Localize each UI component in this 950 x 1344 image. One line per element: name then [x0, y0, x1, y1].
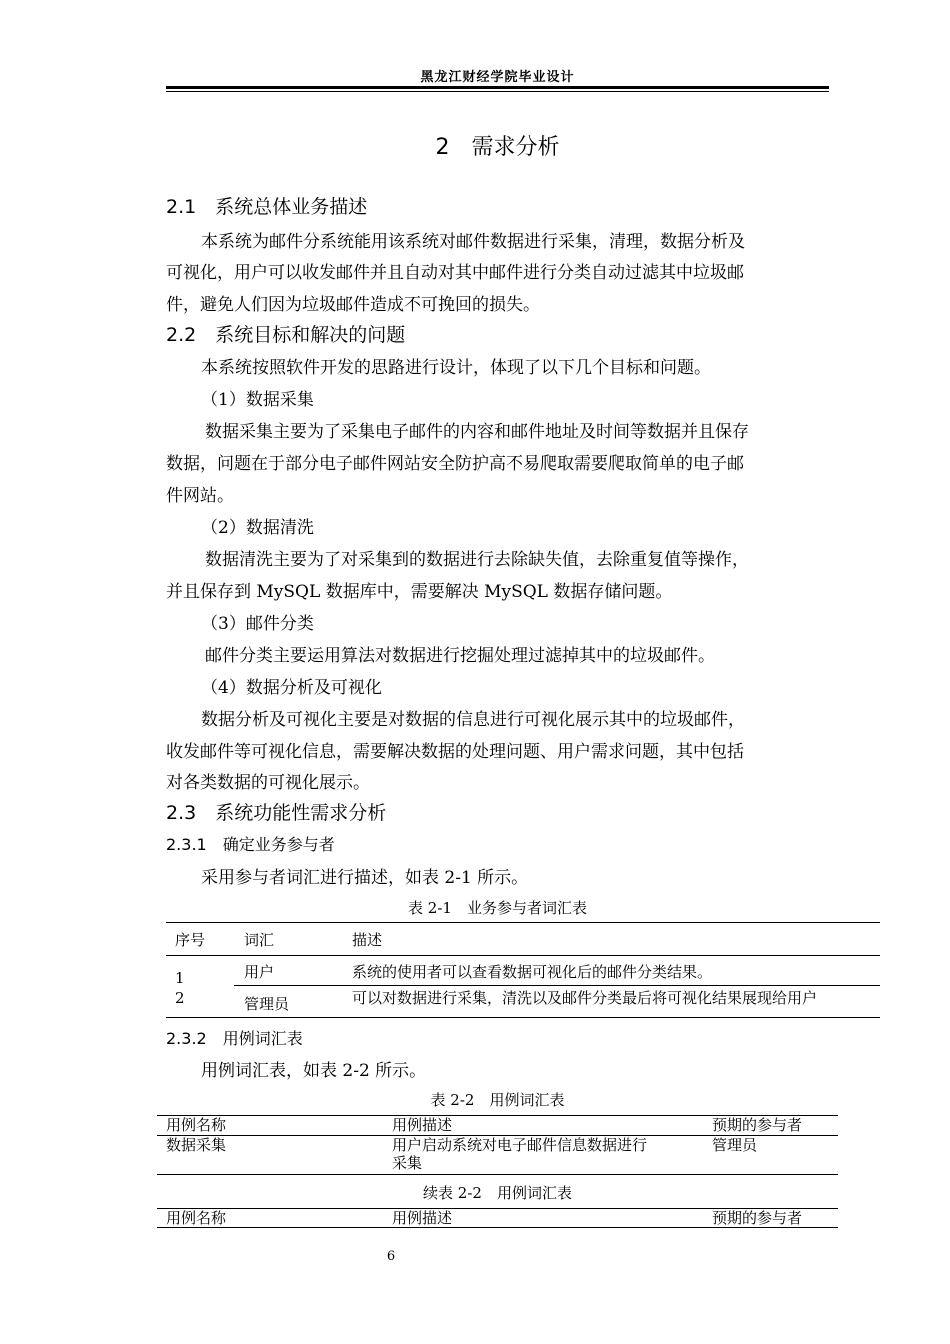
paragraph-line: 对各类数据的可视化展示。	[166, 773, 370, 793]
paragraph-line: 采用参与者词汇进行描述，如表 2-1 所示。	[201, 868, 529, 888]
table-header-cell: 预期的参与者	[712, 1116, 803, 1134]
item-title-data-analysis: （4）数据分析及可视化	[201, 678, 382, 698]
table-header-cell: 用例描述	[392, 1209, 453, 1227]
paragraph-line: 数据分析及可视化主要是对数据的信息进行可视化展示其中的垃圾邮件，	[201, 710, 745, 730]
paragraph-line: 数据采集主要为了采集电子邮件的内容和邮件地址及时间等数据并且保存	[205, 422, 749, 442]
table-rule	[234, 985, 880, 986]
document-header-title: 黑龙江财经学院毕业设计	[420, 70, 575, 85]
table-cell-desc: 系统的使用者可以查看数据可视化后的邮件分类结果。	[352, 963, 713, 981]
section-2-1-heading: 2.1 系统总体业务描述	[166, 196, 368, 218]
header-rule-thick	[166, 86, 829, 89]
paragraph-line: 用例词汇表，如表 2-2 所示。	[201, 1061, 427, 1081]
table-header-cell: 用例描述	[392, 1116, 453, 1134]
section-2-3-1-heading: 2.3.1 确定业务参与者	[166, 835, 335, 854]
table-rule	[157, 1174, 838, 1175]
table-2-1-caption: 表 2-1 业务参与者词汇表	[408, 899, 587, 917]
table-2-2-continued-caption: 续表 2-2 用例词汇表	[423, 1184, 572, 1202]
table-cell-no: 2	[175, 989, 185, 1007]
table-2-2-caption: 表 2-2 用例词汇表	[430, 1091, 565, 1109]
table-rule	[166, 1017, 880, 1018]
paragraph-line: 数据清洗主要为了对采集到的数据进行去除缺失值，去除重复值等操作，	[205, 550, 749, 570]
paragraph-line: 收发邮件等可视化信息，需要解决数据的处理问题、用户需求问题，其中包括	[166, 742, 744, 762]
table-cell-actor: 管理员	[712, 1136, 758, 1154]
table-header-cell: 用例名称	[166, 1209, 227, 1227]
table-header-cell: 描述	[352, 931, 383, 949]
table-cell-desc: 采集	[392, 1154, 423, 1172]
paragraph-line: 本系统按照软件开发的思路进行设计，体现了以下几个目标和问题。	[201, 358, 711, 378]
item-title-data-cleaning: （2）数据清洗	[201, 518, 314, 538]
table-rule	[166, 955, 880, 956]
paragraph-line: 数据，问题在于部分电子邮件网站安全防护高不易爬取需要爬取简单的电子邮	[166, 454, 744, 474]
item-title-mail-classification: （3）邮件分类	[201, 614, 314, 634]
table-cell-term: 管理员	[244, 995, 290, 1013]
header-rule-thin	[166, 91, 829, 92]
paragraph-line: 邮件分类主要运用算法对数据进行挖掘处理过滤掉其中的垃圾邮件。	[205, 646, 715, 666]
paragraph-line: 本系统为邮件分系统能用该系统对邮件数据进行采集，清理，数据分析及	[201, 232, 745, 252]
paragraph-line: 并且保存到 MySQL 数据库中，需要解决 MySQL 数据存储问题。	[166, 582, 673, 602]
section-2-3-2-heading: 2.3.2 用例词汇表	[166, 1029, 303, 1048]
table-header-cell: 序号	[175, 931, 206, 949]
paragraph-line: 件，避免人们因为垃圾邮件造成不可挽回的损失。	[166, 295, 540, 315]
chapter-title: 2 需求分析	[435, 135, 560, 160]
table-header-cell: 用例名称	[166, 1116, 227, 1134]
table-cell-term: 用户	[244, 963, 275, 981]
paragraph-line: 件网站。	[166, 486, 234, 506]
table-cell-no: 1	[175, 969, 185, 987]
section-2-3-heading: 2.3 系统功能性需求分析	[166, 802, 387, 824]
table-header-cell: 预期的参与者	[712, 1209, 803, 1227]
page-number: 6	[386, 1249, 396, 1264]
section-2-2-heading: 2.2 系统目标和解决的问题	[166, 324, 406, 346]
table-rule	[166, 922, 880, 923]
table-rule	[157, 1227, 838, 1228]
table-header-cell: 词汇	[244, 931, 275, 949]
table-cell-desc: 可以对数据进行采集，清洗以及邮件分类最后将可视化结果展现给用户	[352, 989, 818, 1007]
table-cell-name: 数据采集	[166, 1136, 227, 1154]
item-title-data-collection: （1）数据采集	[201, 390, 314, 410]
table-cell-desc: 用户启动系统对电子邮件信息数据进行	[392, 1136, 648, 1154]
paragraph-line: 可视化，用户可以收发邮件并且自动对其中邮件进行分类自动过滤其中垃圾邮	[166, 263, 744, 283]
